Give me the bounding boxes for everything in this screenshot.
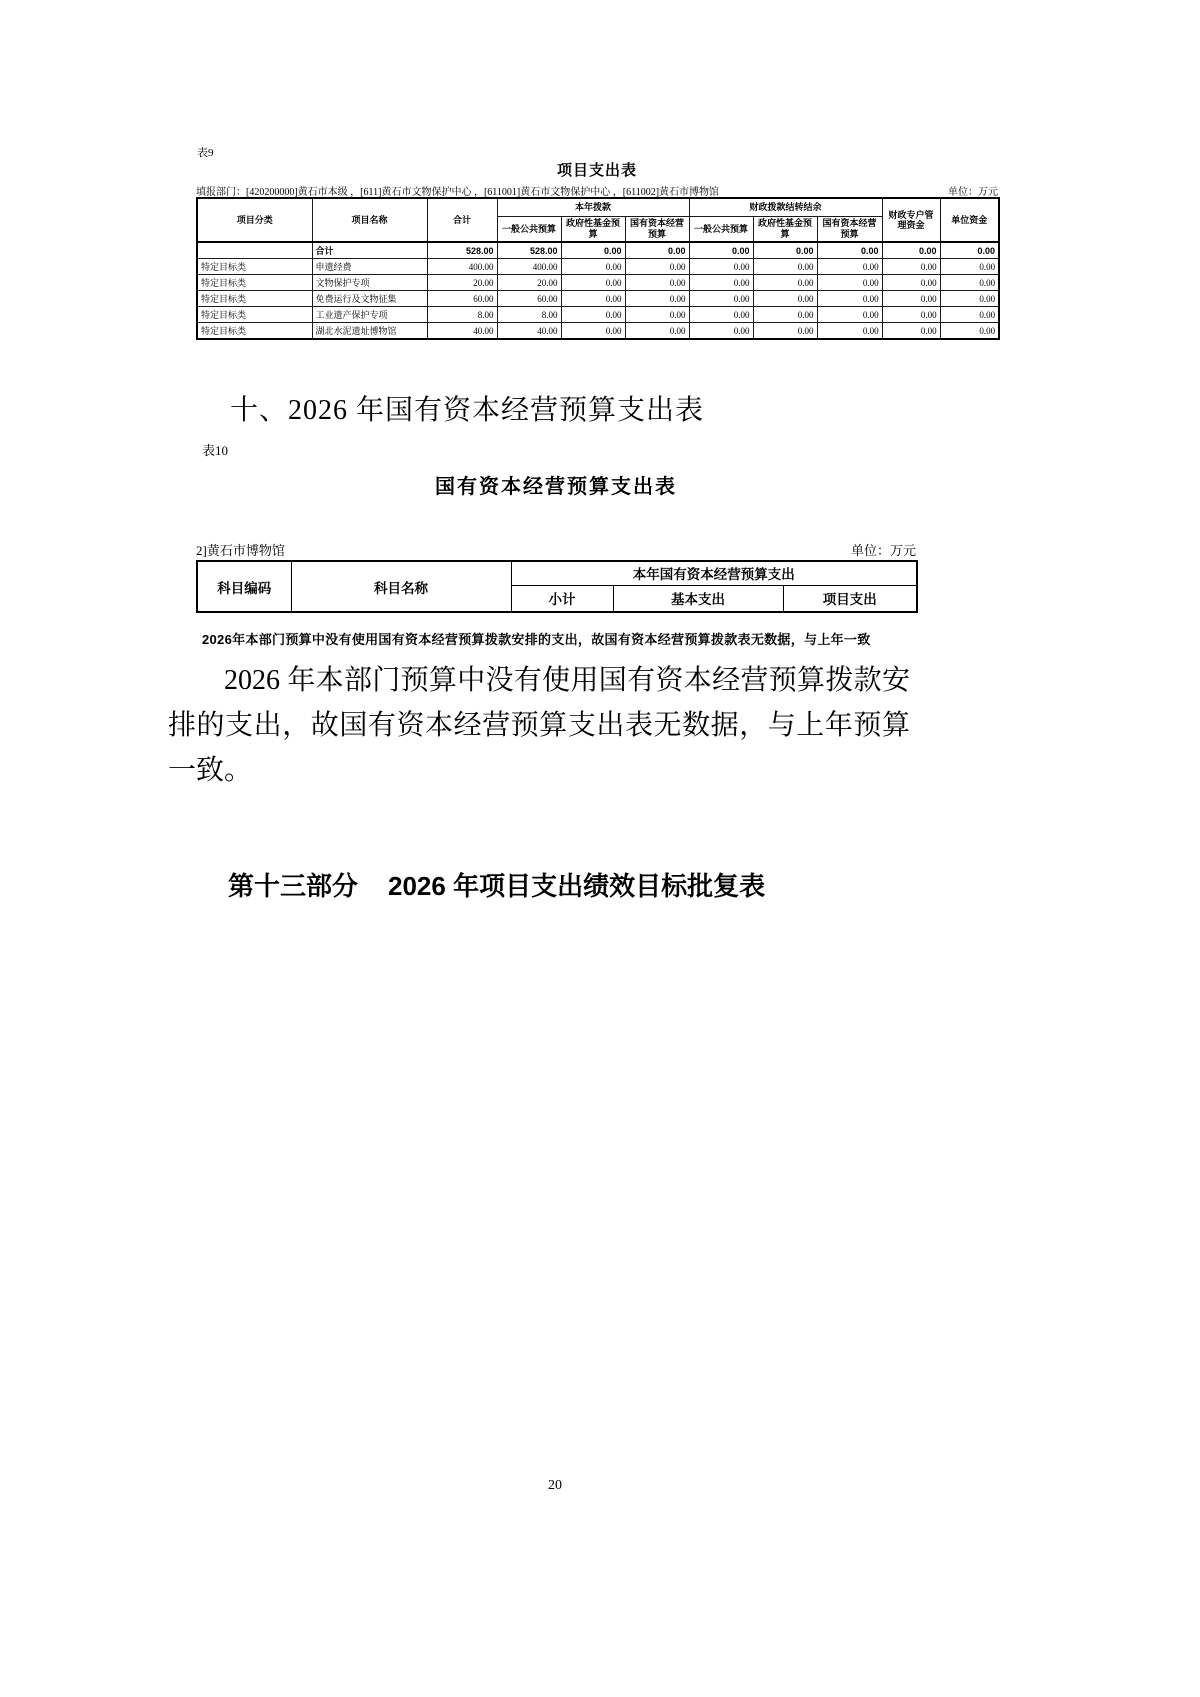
cell-value: 0.00 [753,275,817,291]
cell-value: 400.00 [427,259,497,275]
table-row [197,307,999,323]
cell-value: 0.00 [689,323,753,340]
cell-value: 0.00 [561,323,625,340]
table-row [197,259,999,275]
table-row [197,323,999,340]
t9-header-state-capital-budget: 国有资本经营预算 [625,216,689,242]
cell-value: 20.00 [497,275,561,291]
cell-value: 0.00 [882,242,940,259]
t10-header-project-expenditure: 项目支出 [783,585,917,612]
cell-value: 8.00 [427,307,497,323]
cell-value: 0.00 [940,291,999,307]
cell-value: 0.00 [882,275,940,291]
t9-header-general-budget: 一般公共预算 [689,216,753,242]
cell-value: 0.00 [689,275,753,291]
section-13-heading [228,866,765,903]
cell-value: 0.00 [561,259,625,275]
cell-value: 0.00 [625,275,689,291]
table-row-total [197,242,999,259]
cell-value: 40.00 [427,323,497,340]
t9-header-general-budget: 一般公共预算 [497,216,561,242]
cell-value: 0.00 [940,275,999,291]
t9-header-carryover-group: 财政拨款结转结余 [689,198,882,216]
cell-name: 文物保护专项 [312,275,427,291]
table10-title: 国有资本经营预算支出表 [435,476,677,498]
cell-name: 湖北水泥遗址博物馆 [312,323,427,340]
t9-header-total: 合计 [427,198,497,242]
cell-value: 0.00 [940,307,999,323]
cell-value: 0.00 [940,259,999,275]
cell-value: 60.00 [497,291,561,307]
table10-note: 2026年本部门预算中没有使用国有资本经营预算拨款安排的支出，故国有资本经营预算拨款表无数据，与上年一致 [202,632,871,647]
cell-value: 0.00 [817,242,882,259]
table9-department-line: 填报部门：[420200000]黄石市本级 ，[611]黄石市文物保护中心 ，[611001]黄石市文物保护中心 ，[611002]黄石市博物馆 [196,187,720,198]
cell-name: 合计 [312,242,427,259]
cell-value: 0.00 [625,307,689,323]
table9-tag: 表9 [197,147,214,159]
section-10-heading: 十、2026 年国有资本经营预算支出表 [230,395,705,426]
cell-name: 申遗经费 [312,259,427,275]
cell-value: 0.00 [817,323,882,340]
cell-category: 特定目标类 [197,275,312,291]
cell-name: 工业遗产保护专项 [312,307,427,323]
t10-header-basic-expenditure: 基本支出 [613,585,783,612]
t9-header-fiscal-account: 财政专户管理资金 [882,198,940,242]
t10-header-group: 本年国有资本经营预算支出 [511,561,917,585]
table10-left-label: 2]黄石市博物馆 [196,543,285,558]
section-13-title: 2026 年项目支出绩效目标批复表 [388,871,766,901]
cell-value: 0.00 [689,291,753,307]
cell-value: 0.00 [882,307,940,323]
t9-header-category: 项目分类 [197,198,312,242]
cell-value: 0.00 [625,259,689,275]
table-row [197,291,999,307]
t9-header-gov-fund-budget: 政府性基金预算 [753,216,817,242]
cell-value: 0.00 [625,291,689,307]
cell-value: 40.00 [497,323,561,340]
table10-unit-label: 单位：万元 [850,543,916,558]
cell-value: 0.00 [940,323,999,340]
t9-header-name: 项目名称 [312,198,427,242]
cell-category: 特定目标类 [197,307,312,323]
cell-value: 0.00 [817,275,882,291]
cell-category: 特定目标类 [197,291,312,307]
cell-value: 0.00 [940,242,999,259]
page-number: 20 [548,1478,562,1493]
project-expenditure-table [196,197,1000,340]
cell-value: 0.00 [561,242,625,259]
table9-title: 项目支出表 [556,162,637,179]
cell-value: 0.00 [753,291,817,307]
t9-header-gov-fund-budget: 政府性基金预算 [561,216,625,242]
body-paragraph: 2026 年本部门预算中没有使用国有资本经营预算拨款安排的支出，故国有资本经营预算支出表无数据，与上年预算一致。 [168,665,910,786]
cell-value: 0.00 [817,291,882,307]
cell-value: 0.00 [689,259,753,275]
cell-value: 0.00 [753,323,817,340]
cell-value: 0.00 [689,307,753,323]
cell-value: 0.00 [689,242,753,259]
t9-header-state-capital-budget: 国有资本经营预算 [817,216,882,242]
table9-unit-label: 单位：万元 [948,187,998,198]
cell-value: 0.00 [882,259,940,275]
cell-value: 0.00 [561,275,625,291]
table10-tag: 表10 [202,443,229,458]
cell-value: 400.00 [497,259,561,275]
cell-value: 60.00 [427,291,497,307]
table10-meta-line [196,540,916,559]
cell-value: 0.00 [817,307,882,323]
t10-header-subtotal: 小计 [511,585,613,612]
cell-value: 0.00 [561,291,625,307]
t9-header-current-group: 本年拨款 [497,198,689,216]
table-row [197,275,999,291]
table9-meta-line [196,183,998,198]
cell-value: 528.00 [427,242,497,259]
cell-category: 特定目标类 [197,259,312,275]
state-capital-budget-table [196,560,918,613]
t9-header-unit-fund: 单位资金 [940,198,999,242]
cell-category: 特定目标类 [197,323,312,340]
cell-value: 0.00 [625,242,689,259]
t10-header-subject-name: 科目名称 [291,561,511,612]
cell-value: 8.00 [497,307,561,323]
section-13-part-label: 第十三部分 [228,871,359,901]
cell-value: 528.00 [497,242,561,259]
cell-category [197,242,312,259]
cell-value: 0.00 [753,259,817,275]
cell-value: 0.00 [753,307,817,323]
cell-value: 0.00 [625,323,689,340]
t10-header-subject-code: 科目编码 [197,561,291,612]
cell-name: 免费运行及文物征集 [312,291,427,307]
cell-value: 0.00 [561,307,625,323]
cell-value: 0.00 [882,323,940,340]
cell-value: 0.00 [753,242,817,259]
cell-value: 0.00 [882,291,940,307]
cell-value: 20.00 [427,275,497,291]
cell-value: 0.00 [817,259,882,275]
